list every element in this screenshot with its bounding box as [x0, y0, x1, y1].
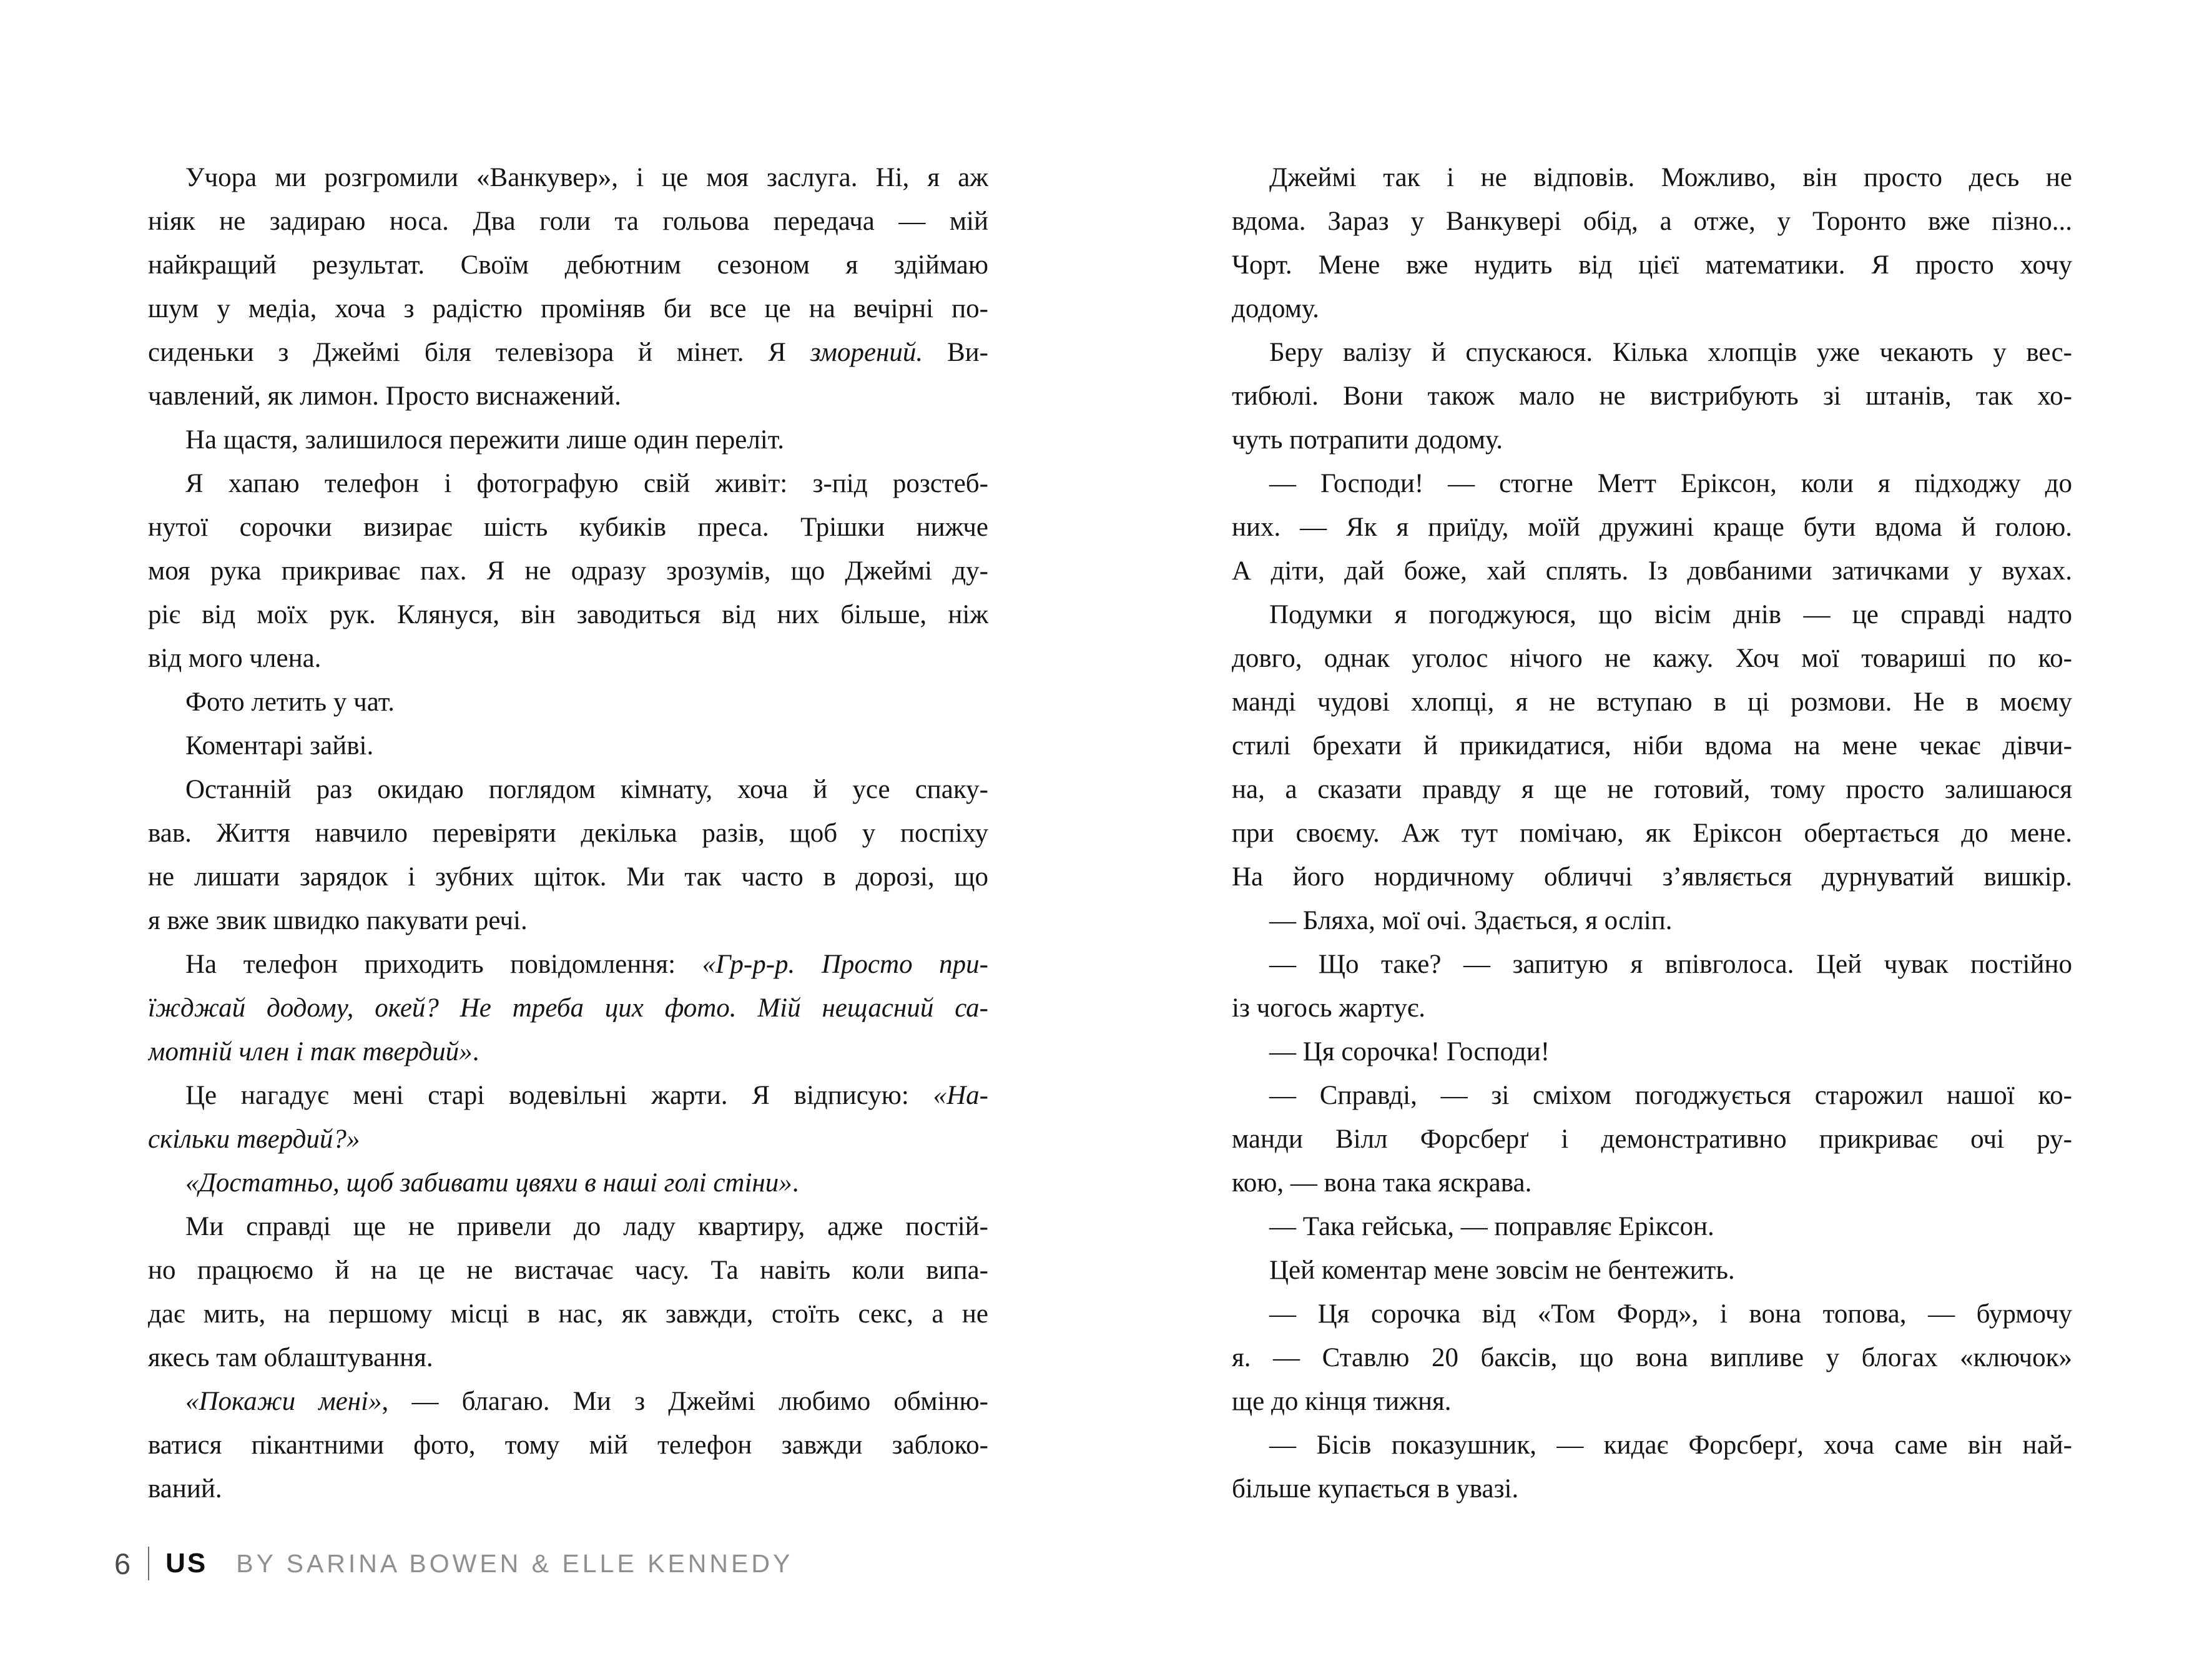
text-segment: при своєму. Аж тут помічаю, як Еріксон обертається до мене. — [1232, 819, 2072, 848]
text-segment: но працюємо й на це не вистачає часу. Та навіть коли випа- — [148, 1256, 988, 1285]
left-text-column — [148, 156, 988, 1511]
paragraph — [148, 768, 988, 943]
text-segment: Коментарі зайві. — [185, 731, 374, 761]
text-line — [148, 506, 988, 549]
text-segment: Це нагадує мені старі водевільні жарти. Я відписую: — [185, 1081, 933, 1110]
text-segment: вав. Життя навчило перевіряти декілька разів, щоб у поспіху — [148, 819, 988, 848]
text-segment: На щастя, залишилося пережити лише один переліт. — [185, 425, 785, 455]
text-line — [1232, 1380, 2072, 1424]
text-segment: ріє від моїх рук. Клянуся, він заводиться від них більше, ніж — [148, 600, 988, 629]
text-segment: — Бісів показушник, — кидає Форсберґ, хоча саме він най- — [1269, 1430, 2072, 1460]
paragraph — [1232, 1205, 2072, 1249]
text-line — [1232, 156, 2072, 200]
text-line — [148, 812, 988, 855]
text-line — [148, 593, 988, 637]
text-segment: чавлений, як лимон. Просто виснажений. — [148, 382, 621, 411]
text-line — [148, 156, 988, 200]
text-line — [1232, 1424, 2072, 1467]
paragraph — [148, 418, 988, 462]
text-line — [1232, 506, 2072, 549]
paragraph — [148, 1380, 988, 1511]
left-footer — [114, 1543, 793, 1583]
text-segment: вдома. Зараз у Ванкувері обід, а отже, у Торонто вже пізно... — [1232, 207, 2072, 236]
text-segment: — Ця сорочка! Господи! — [1269, 1037, 1550, 1066]
text-segment: дає мить, на першому місці в нас, як завжди, стоїть секс, а не — [148, 1299, 988, 1329]
text-line — [148, 200, 988, 244]
text-line — [148, 899, 988, 943]
paragraph — [1232, 1249, 2072, 1292]
text-segment: Останній раз окидаю поглядом кімнату, хоча й усе спаку- — [185, 775, 988, 804]
text-line — [148, 1205, 988, 1249]
text-segment: ваний. — [148, 1474, 222, 1504]
text-line — [148, 1118, 988, 1161]
text-line — [1232, 1205, 2072, 1249]
text-line — [1232, 943, 2072, 987]
text-segment: шум у медіа, хоча з радістю проміняв би все це на вечірні по- — [148, 294, 988, 323]
text-line — [148, 987, 988, 1030]
text-segment: ватися пікантними фото, тому мій телефон завжди заблоко- — [148, 1430, 988, 1460]
paragraph — [148, 1161, 988, 1205]
text-segment: На його нордичному обличчі з’являється дурнуватий вишкір. — [1232, 862, 2072, 892]
paragraph — [1232, 462, 2072, 593]
text-line — [1232, 637, 2072, 681]
text-line — [148, 1161, 988, 1205]
text-line — [148, 1074, 988, 1118]
text-segment: — Справді, — зі сміхом погоджується старожил нашої ко- — [1269, 1081, 2072, 1110]
text-line — [148, 375, 988, 418]
text-segment: Фото летить у чат. — [185, 687, 395, 717]
paragraph — [148, 681, 988, 724]
text-segment: кою, — вона така яскрава. — [1232, 1168, 1532, 1198]
text-segment: На телефон приходить повідомлення: — [185, 950, 702, 979]
italic-text-segment: «Гр-р-р. Просто при- — [702, 950, 988, 979]
text-segment: більше купається в увазі. — [1232, 1474, 1519, 1504]
footer-divider — [148, 1547, 149, 1580]
text-line — [1232, 200, 2072, 244]
text-line — [1232, 768, 2072, 812]
text-line — [148, 244, 988, 287]
text-segment: — Бляха, мої очі. Здається, я осліп. — [1269, 906, 1673, 935]
text-segment: від мого члена. — [148, 644, 322, 673]
text-segment: . — [472, 1037, 479, 1066]
text-segment: додому. — [1232, 294, 1319, 323]
text-segment: на, а сказати правду я ще не готовий, тому просто залишаюся — [1232, 775, 2072, 804]
text-segment: — Ця сорочка від «Том Форд», і вона топова, — бурмочу — [1269, 1299, 2072, 1329]
text-line — [1232, 987, 2072, 1030]
text-segment: Цей коментар мене зовсім не бентежить. — [1269, 1256, 1735, 1285]
text-line — [148, 724, 988, 768]
text-line — [148, 549, 988, 593]
italic-text-segment: їжджай додому, окей? Не треба цих фото. Мій нещасний са- — [148, 993, 988, 1023]
text-segment: Джеймі так і не відповів. Можливо, він просто десь не — [1269, 163, 2072, 192]
text-line — [148, 1249, 988, 1292]
text-segment: А діти, дай боже, хай сплять. Із довбаними затичками у вухах. — [1232, 556, 2072, 586]
text-line — [1232, 1074, 2072, 1118]
text-line — [1232, 855, 2072, 899]
paragraph — [1232, 899, 2072, 943]
paragraph — [148, 1074, 988, 1161]
paragraph — [1232, 1424, 2072, 1511]
text-line — [1232, 418, 2072, 462]
text-line — [148, 855, 988, 899]
text-line — [1232, 1118, 2072, 1161]
text-segment: я вже звик швидко пакувати речі. — [148, 906, 528, 935]
text-segment: , — благаю. Ми з Джеймі любимо обміню- — [381, 1387, 988, 1416]
text-line — [148, 1380, 988, 1424]
text-segment: якесь там облаштування. — [148, 1343, 433, 1372]
text-segment: Подумки я погоджуюся, що вісім днів — це справді надто — [1269, 600, 2072, 629]
text-segment: Беру валізу й спускаюся. Кілька хлопців уже чекають у вес- — [1269, 338, 2072, 367]
text-line — [1232, 375, 2072, 418]
text-segment: моя рука прикриває пах. Я не одразу зрозумів, що Джеймі ду- — [148, 556, 988, 586]
text-line — [1232, 244, 2072, 287]
paragraph — [1232, 943, 2072, 1030]
text-segment: Чорт. Мене вже нудить від цієї математики. Я просто хочу — [1232, 250, 2072, 280]
text-line — [1232, 681, 2072, 724]
italic-text-segment: скільки твердий?» — [148, 1125, 360, 1154]
paragraph — [148, 462, 988, 681]
text-segment: . — [792, 1168, 799, 1198]
text-segment: стилі брехати й прикидатися, ніби вдома на мене чекає дівчи- — [1232, 731, 2072, 761]
text-line — [1232, 331, 2072, 375]
text-line — [148, 287, 988, 331]
text-line — [1232, 1336, 2072, 1380]
text-line — [1232, 1467, 2072, 1511]
text-segment: найкращий результат. Своїм дебютним сезоном я здіймаю — [148, 250, 988, 280]
text-line — [148, 1424, 988, 1467]
text-line — [1232, 462, 2072, 506]
left-footer-credit: BY SARINA BOWEN & ELLE KENNEDY — [236, 1548, 794, 1578]
text-segment: Учора ми розгромили «Ванкувер», і це моя заслуга. Ні, я аж — [185, 163, 988, 192]
text-segment: — Що таке? — запитую я впівголоса. Цей чувак постійно — [1269, 950, 2072, 979]
text-line — [148, 1336, 988, 1380]
paragraph — [148, 943, 988, 1074]
paragraph — [1232, 593, 2072, 899]
text-line — [1232, 899, 2072, 943]
paragraph — [1232, 331, 2072, 462]
italic-text-segment: мотній член і так твердий» — [148, 1037, 473, 1066]
text-segment: довго, однак уголос нічого не кажу. Хоч мої товариші по ко- — [1232, 644, 2072, 673]
paragraph — [1232, 1030, 2072, 1074]
text-line — [1232, 812, 2072, 855]
paragraph — [1232, 1074, 2072, 1205]
text-segment: нутої сорочки визирає шість кубиків преса. Трішки нижче — [148, 513, 988, 542]
italic-text-segment: «Достатньо, щоб забивати цвяхи в наші голі стіни» — [185, 1168, 792, 1198]
text-line — [148, 1030, 988, 1074]
italic-text-segment: «Покажи мені» — [185, 1387, 382, 1416]
text-line — [148, 1292, 988, 1336]
paragraph — [1232, 156, 2072, 331]
text-line — [148, 418, 988, 462]
text-line — [1232, 1161, 2072, 1205]
text-line — [1232, 549, 2072, 593]
left-page-number: 6 — [114, 1547, 132, 1580]
text-line — [1232, 1030, 2072, 1074]
text-line — [148, 637, 988, 681]
paragraph — [148, 156, 988, 418]
text-segment: я. — Ставлю 20 баксів, що вона випливе у блогах «ключок» — [1232, 1343, 2072, 1372]
text-segment: Ви- — [923, 338, 988, 367]
text-line — [148, 1467, 988, 1511]
left-book-title: US — [165, 1548, 208, 1578]
paragraph — [1232, 1292, 2072, 1424]
text-line — [1232, 593, 2072, 637]
text-line — [148, 331, 988, 375]
text-segment: не лишати зарядок і зубних щіток. Ми так часто в дорозі, що — [148, 862, 988, 892]
paragraph — [148, 724, 988, 768]
italic-text-segment: зморений. — [810, 338, 923, 367]
text-line — [148, 681, 988, 724]
text-segment: — Така гейська, — поправляє Еріксон. — [1269, 1212, 1714, 1241]
text-line — [1232, 1292, 2072, 1336]
right-text-column — [1232, 156, 2072, 1511]
text-segment: чуть потрапити додому. — [1232, 425, 1503, 455]
text-line — [148, 768, 988, 812]
text-segment: — Господи! — стогне Метт Еріксон, коли я підходжу до — [1269, 469, 2072, 498]
text-segment: ніяк не задираю носа. Два голи та гольова передача — мій — [148, 207, 988, 236]
text-segment: них. — Як я приїду, моїй дружині краще бути вдома й голою. — [1232, 513, 2072, 542]
text-line — [1232, 724, 2072, 768]
text-segment: сиденьки з Джеймі біля телевізора й мінет. Я — [148, 338, 810, 367]
paragraph — [148, 1205, 988, 1380]
text-segment: ще до кінця тижня. — [1232, 1387, 1452, 1416]
text-line — [148, 943, 988, 987]
text-segment: Ми справді ще не привели до ладу квартиру, адже постій- — [185, 1212, 988, 1241]
text-segment: тибюлі. Вони також мало не вистрибують зі штанів, так хо- — [1232, 382, 2072, 411]
text-segment: манді чудові хлопці, я не вступаю в ці розмови. Не в моєму — [1232, 687, 2072, 717]
text-line — [1232, 287, 2072, 331]
text-segment: Я хапаю телефон і фотографую свій живіт: з-під розстеб- — [185, 469, 988, 498]
text-line — [148, 462, 988, 506]
text-segment: із чогось жартує. — [1232, 993, 1426, 1023]
text-segment: манди Вілл Форсберґ і демонстративно прикриває очі ру- — [1232, 1125, 2072, 1154]
text-line — [1232, 1249, 2072, 1292]
italic-text-segment: «На- — [933, 1081, 988, 1110]
